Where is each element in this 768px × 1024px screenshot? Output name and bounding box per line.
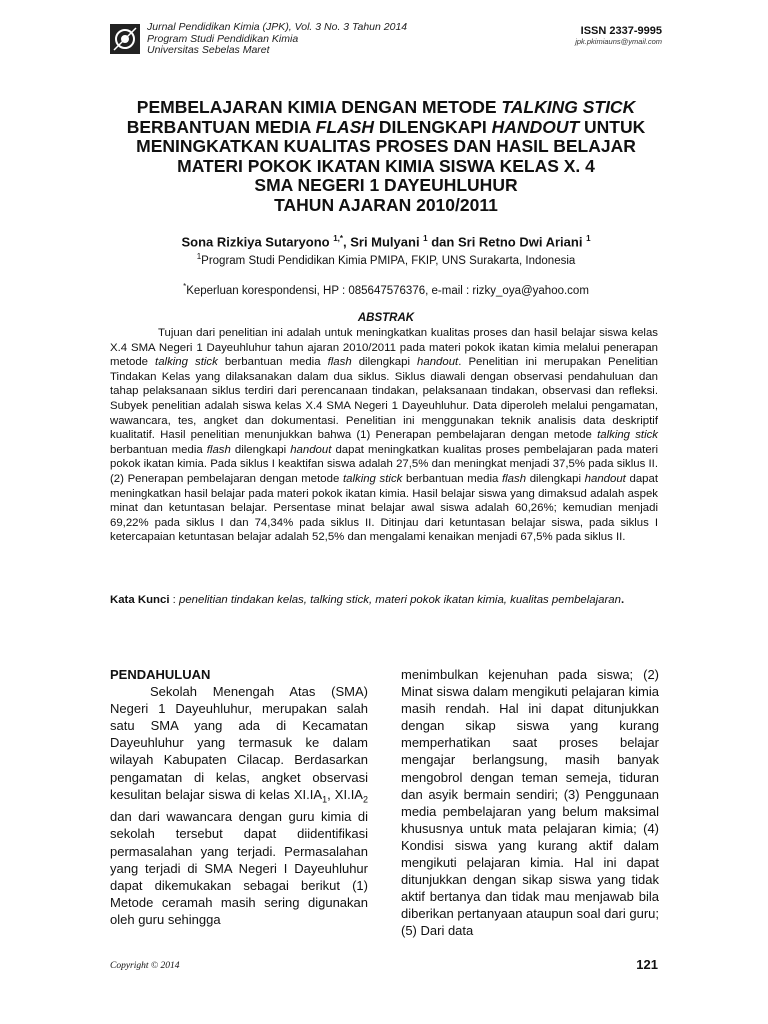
author-name: Sona Rizkiya Sutaryono — [181, 234, 334, 250]
title-line: MATERI POKOK IKATAN KIMIA SISWA KELAS X. 4 — [177, 155, 595, 176]
keywords-text: penelitian tindakan kelas, talking stick, materi pokok ikatan kimia, kualitas pembelajaran — [179, 594, 621, 606]
journal-info — [147, 22, 407, 57]
keywords-end: . — [620, 594, 625, 606]
article-title — [110, 98, 662, 216]
title-text: UNTUK — [579, 116, 646, 137]
title-line: TAHUN AJARAN 2010/2011 — [274, 194, 498, 215]
author-name: , Sri Mulyani — [342, 234, 424, 250]
journal-program: Program Studi Pendidikan Kimia — [147, 32, 299, 45]
author-affiliation-mark: 1,* — [333, 234, 343, 243]
journal-logo-icon — [110, 24, 140, 54]
body-paragraph: menimbulkan kejenuhan pada siswa; (2) Minat siswa dalam mengikuti pelajaran kimia masih rendah. Hal ini dapat ditunjukkan dengan sikap siswa yang kurang memperhatikan saat proses belajar mengajar berlangsung, masih banyak mengobrol dengan teman semeja, tiduran dan asyik bermain sendiri; (3) Penggunaan media pembelajaran yang belum maksimal khususnya untuk mata pelajaran kimia; (4) Kondisi siswa yang kurang aktif dalam mengikuti pelajaran kimia. Hal ini dapat ditunjukkan dengan sikap siswa yang tidak aktif bertanya dan tidak mau menjawab bila diberikan pertanyaan ataupun soal dari guru; (5) Dari data — [401, 667, 660, 939]
author-affiliation-mark: 1 — [586, 234, 591, 243]
copyright-notice: Copyright © 2014 — [110, 961, 180, 971]
journal-university: Universitas Sebelas Maret — [147, 44, 270, 56]
section-heading: PENDAHULUAN — [110, 667, 211, 682]
affiliation-text: Program Studi Pendidikan Kimia PMIPA, FKIP, UNS Surakarta, Indonesia — [201, 254, 576, 267]
title-text: BERBANTUAN MEDIA — [126, 116, 316, 137]
title-line: SMA NEGERI 1 DAYEUHLUHUR — [254, 175, 518, 196]
title-italic-text: FLASH — [315, 116, 374, 137]
journal-email: jpk.pkimiauns@ymail.com — [575, 37, 662, 46]
title-line: MENINGKATKAN KUALITAS PROSES DAN HASIL BELAJAR — [136, 136, 636, 157]
title-text: PEMBELAJARAN KIMIA DENGAN METODE — [136, 97, 502, 117]
correspondence — [110, 282, 662, 297]
issn-number: ISSN 2337-9995 — [580, 25, 662, 37]
title-italic-text: HANDOUT — [491, 116, 580, 137]
author-name: dan Sri Retno Dwi Ariani — [427, 234, 587, 250]
keywords — [110, 592, 658, 608]
body-column-left — [110, 666, 368, 928]
correspondence-mark: * — [183, 282, 187, 291]
page-number: 121 — [636, 957, 658, 972]
journal-name: Jurnal Pendidikan Kimia (JPK), Vol. 3 No. 3 Tahun 2014 — [147, 21, 408, 33]
author-affiliation-mark: 1 — [423, 234, 428, 243]
keywords-separator: : — [169, 594, 179, 606]
body-column-right — [401, 666, 659, 940]
affiliation — [110, 252, 662, 267]
body-paragraph: Sekolah Menengah Atas (SMA) Negeri 1 Dayeuhluhur, merupakan salah satu SMA yang ada di Kecamatan Dayeuhluhur yang termasuk ke dalam wilayah Kabupaten Cilacap. Berdasarkan pengamatan di kelas, angket observasi kesulitan belajar siswa di kelas $XI.IA_1$, $XI.IA_2$ dan dari wawancara dengan guru kimia di sekolah tersebut dapat diidentifikasi permasalahan yang terjadi. Permasalahan yang terjadi di SMA Negeri I Dayeuhluhur dapat dikemukakan sebagai berikut (1) Metode ceramah masih sering digunakan oleh guru sehingga — [110, 684, 368, 927]
correspondence-text: Keperluan korespondensi, HP : 085647576376, e-mail : rizky_oya@yahoo.com — [186, 284, 589, 297]
title-text: DILENGKAPI — [374, 116, 492, 137]
affiliation-mark: 1 — [196, 252, 202, 261]
journal-header — [110, 22, 662, 66]
author-list — [110, 234, 662, 249]
keywords-label: Kata Kunci — [110, 594, 170, 606]
title-italic-text: TALKING STICK — [501, 97, 636, 117]
abstract-heading: ABSTRAK — [357, 312, 415, 324]
abstract-body — [110, 326, 658, 545]
issn-block — [575, 25, 662, 46]
abstract-paragraph: Tujuan dari penelitian ini adalah untuk meningkatkan kualitas proses dan hasil belajar siswa kelas X.4 SMA Negeri 1 Dayeuhluhur tahun ajaran 2010/2011 pada materi pokok ikatan kimia melalui penerapan metode talking stick berbantuan media flash dilengkapi handout. Penelitian ini merupakan Penelitian Tindakan Kelas yang dilaksanakan dalam dua siklus. Siklus diawali dengan observasi pendahuluan dan tahap pelaksanaan siklus terdiri dari perencanaan tindakan, pelaksanaan tindakan, observasi dan refleksi. Subyek penelitian adalah siswa kelas X.4 SMA Negeri 1 Dayeuhluhur. Data diperoleh melalui pengamatan, wawancara, tes, angket dan dokumentasi. Penelitian ini menggunakan teknik analisis data deskriptif kualitatif. Hasil penelitian menunjukkan bahwa (1) Penerapan pembelajaran dengan metode talking stick berbantuan media flash dilengkapi handout dapat meningkatkan kualitas proses pembelajaran pada materi pokok ikatan kimia. Pada siklus I keaktifan siswa adalah 27,5% dan meningkat menjadi 37,5% pada siklus II. (2) Penerapan pembelajaran dengan metode talking stick berbantuan media flash dilengkapi handout dapat meningkatkan hasil belajar pada materi pokok ikatan kimia. Hasil belajar siswa yang dimaksud adalah aspek minat dan ketuntasan belajar. Persentase minat belajar awal siswa adalah 60,26%; kemudian menjadi 69,22% pada siklus I dan 74,34% pada siklus II. Ditinjau dari ketuntasan belajar siswa, pada siklus I ketercapaian ketuntasan belajar adalah 52,5% dan mengalami kenaikan menjadi 67,5% pada siklus II. — [110, 327, 659, 544]
